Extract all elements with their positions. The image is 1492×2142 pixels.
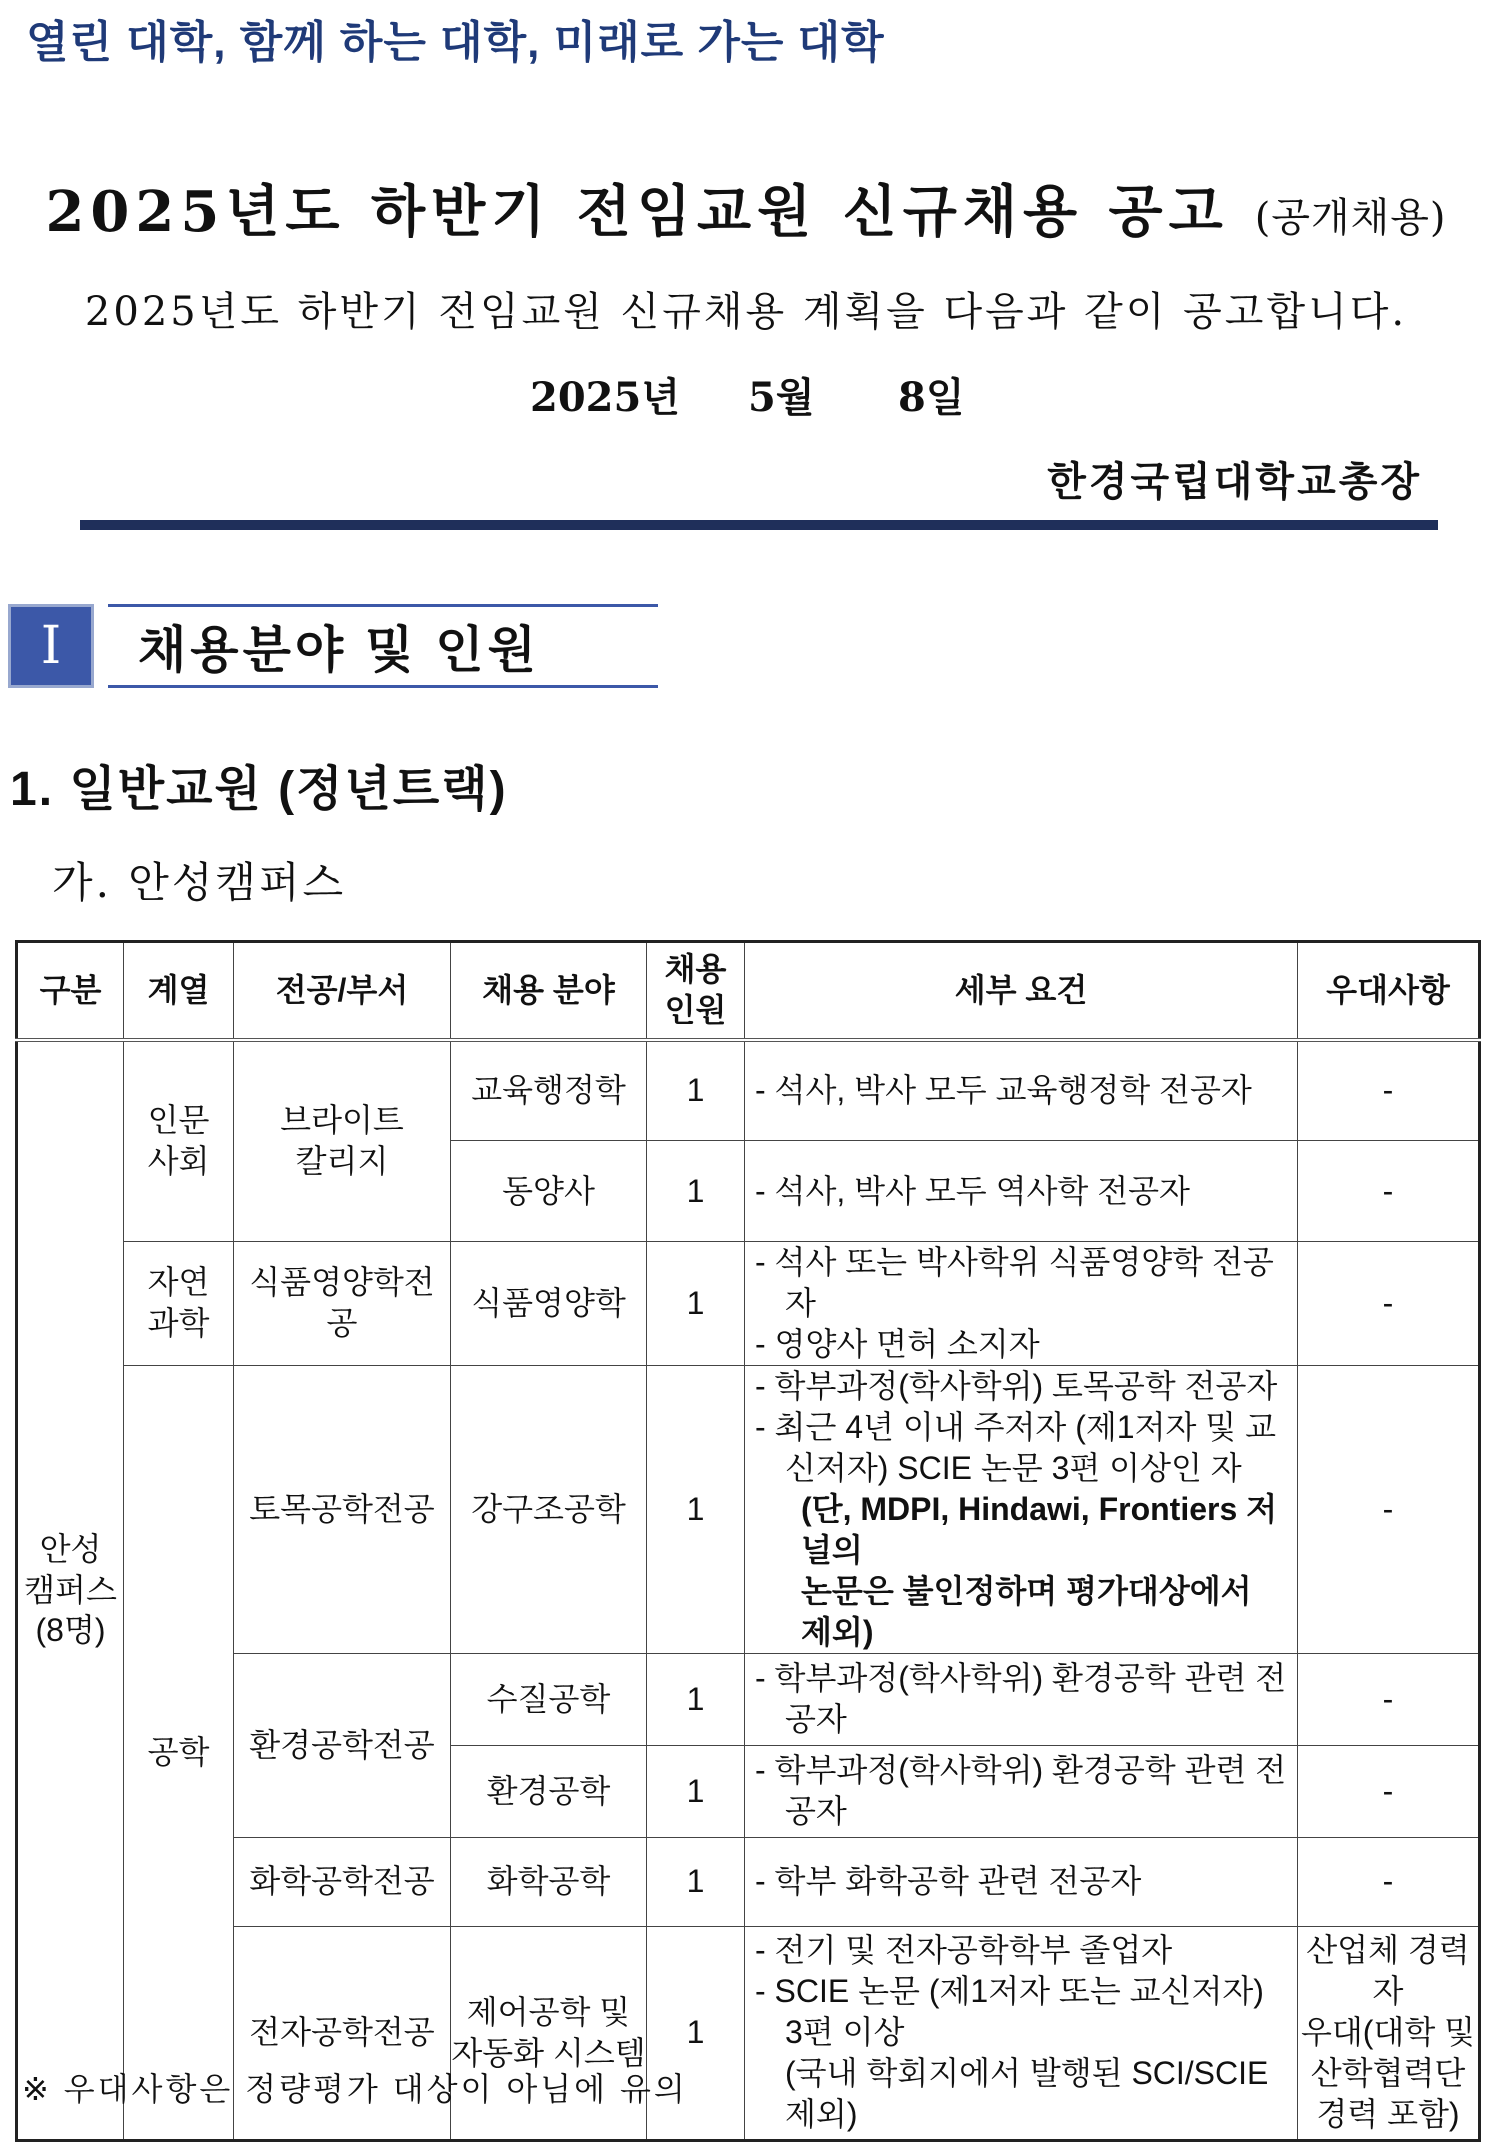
header-count: [647, 942, 745, 1040]
header-count-line1: 채용: [664, 951, 727, 988]
requirement-cell: [745, 1837, 1298, 1926]
preference-cell: -: [1298, 1040, 1480, 1141]
field-cell: 강구조공학: [451, 1365, 647, 1653]
count-cell: 1: [647, 1837, 745, 1926]
campus-line: 안성: [39, 1530, 102, 1567]
requirement-cell: [745, 1141, 1298, 1242]
title-main: 2025년도 하반기 전임교원 신규채용 공고: [45, 179, 1229, 245]
preference-cell: [1298, 1926, 1480, 2140]
header-major: 전공/부서: [234, 942, 451, 1040]
major-chem: 화학공학전공: [234, 1837, 451, 1926]
requirement-cell: [745, 1365, 1298, 1653]
table-row: [17, 1040, 1480, 1141]
preference-line: 산업체 경력자: [1306, 1932, 1470, 2010]
count-cell: 1: [647, 1745, 745, 1837]
count-cell: 1: [647, 1242, 745, 1366]
count-cell: 1: [647, 1141, 745, 1242]
count-cell: 1: [647, 1040, 745, 1141]
major-env: 환경공학전공: [234, 1653, 451, 1837]
field-cell: 화학공학: [451, 1837, 647, 1926]
field-cell: 환경공학: [451, 1745, 647, 1837]
count-cell: 1: [647, 1653, 745, 1745]
preference-cell: -: [1298, 1745, 1480, 1837]
header-count-line2: 인원: [664, 992, 727, 1029]
requirement-exclusion: (단, MDPI, Hindawi, Frontiers 저널의: [801, 1490, 1278, 1568]
requirement-line: - 영양사 면허 소지자: [755, 1325, 1040, 1362]
field-line: 자동화 시스템: [451, 2034, 646, 2071]
count-cell: 1: [647, 1926, 745, 2140]
preference-cell: -: [1298, 1141, 1480, 1242]
group-natural: [124, 1242, 234, 1366]
requirement-line: - 전기 및 전자공학학부 졸업자: [755, 1932, 1173, 1969]
date-day: 8일: [898, 374, 965, 421]
header-divider: [80, 520, 1438, 530]
campus-line: 캠퍼스: [24, 1571, 117, 1608]
campus-cell: [17, 1040, 124, 2141]
preference-line: 경력 포함): [1316, 2095, 1460, 2132]
campus-line: (8명): [35, 1612, 106, 1649]
requirement-line: - 학부과정(학사학위) 토목공학 전공자: [755, 1367, 1278, 1404]
date-month: 5월: [748, 374, 815, 421]
requirement-line: - SCIE 논문 (제1저자 또는 교신저자) 3편 이상: [755, 1973, 1264, 2051]
requirement-line: - 학부과정(학사학위) 환경공학 관련 전공자: [755, 1660, 1287, 1738]
header-gubun: 구분: [17, 942, 124, 1040]
group-engineering: 공학: [124, 1365, 234, 2140]
requirement-line: - 최근 4년 이내 주저자 (제1저자 및 교신저자) SCIE 논문 3편 이상인 자: [755, 1408, 1276, 1486]
group-line: 자연: [147, 1264, 210, 1301]
recruitment-table: [15, 940, 1481, 2142]
header-gyeyeol: 계열: [124, 942, 234, 1040]
preference-cell: -: [1298, 1242, 1480, 1366]
group-line: 인문: [147, 1102, 210, 1139]
subsection-heading: 1. 일반교원 (정년트랙): [10, 763, 508, 816]
section-title: 채용분야 및 인원: [108, 604, 658, 688]
table-row: [17, 1242, 1480, 1366]
group-humanities: [124, 1040, 234, 1242]
slogan: 열린 대학, 함께 하는 대학, 미래로 가는 대학: [26, 18, 885, 67]
requirement-cell: [745, 1745, 1298, 1837]
group-line: 과학: [147, 1305, 210, 1342]
major-bright-college: [234, 1040, 451, 1242]
table-row: [17, 1653, 1480, 1745]
announcement-subtitle: 2025년도 하반기 전임교원 신규채용 계획을 다음과 같이 공고합니다.: [84, 289, 1408, 335]
requirement-line: - 석사, 박사 모두 교육행정학 전공자: [755, 1072, 1252, 1109]
major-line: 칼리지: [295, 1143, 389, 1180]
requirement-note: (국내 학회지에서 발행된 SCI/SCIE 제외): [785, 2055, 1269, 2132]
requirement-cell: [745, 1653, 1298, 1745]
requirement-line: - 석사 또는 박사학위 식품영양학 전공자: [755, 1244, 1274, 1321]
preference-line: 우대(대학 및: [1300, 2014, 1476, 2051]
requirement-cell: [745, 1242, 1298, 1366]
section-number: I: [8, 604, 94, 688]
preference-cell: -: [1298, 1365, 1480, 1653]
count-cell: 1: [647, 1365, 745, 1653]
header-pref: 우대사항: [1298, 942, 1480, 1040]
announcement-title: [0, 168, 1492, 248]
major-civil: 토목공학전공: [234, 1365, 451, 1653]
header-field: 채용 분야: [451, 942, 647, 1040]
preference-cell: -: [1298, 1837, 1480, 1926]
table-row: [17, 1365, 1480, 1653]
major-food: 식품영양학전공: [234, 1242, 451, 1366]
major-line: 브라이트: [280, 1102, 404, 1139]
field-cell: 수질공학: [451, 1653, 647, 1745]
preference-cell: -: [1298, 1653, 1480, 1745]
group-line: 사회: [147, 1143, 210, 1180]
field-cell: 교육행정학: [451, 1040, 647, 1141]
footnote: ※ 우대사항은 정량평가 대상이 아님에 유의: [22, 2071, 688, 2107]
field-cell: 식품영양학: [451, 1242, 647, 1366]
requirement-line: - 학부 화학공학 관련 전공자: [755, 1863, 1142, 1900]
date-year: 2025년: [530, 374, 680, 421]
major-elec: 전자공학전공: [234, 1926, 451, 2140]
field-cell: 동양사: [451, 1141, 647, 1242]
issuer: 한경국립대학교총장: [1047, 458, 1422, 505]
requirement-exclusion: 논문은 불인정하며 평가대상에서 제외): [801, 1572, 1252, 1650]
field-line: 제어공학 및: [466, 1993, 631, 2030]
requirement-cell: [745, 1926, 1298, 2140]
header-req: 세부 요건: [745, 942, 1298, 1040]
requirement-line: - 학부과정(학사학위) 환경공학 관련 전공자: [755, 1752, 1287, 1830]
campus-heading: 가. 안성캠퍼스: [52, 858, 347, 907]
requirement-line: - 석사, 박사 모두 역사학 전공자: [755, 1172, 1190, 1209]
table-row: [17, 1837, 1480, 1926]
preference-line: 산학협력단: [1310, 2055, 1466, 2091]
requirement-cell: [745, 1040, 1298, 1141]
table-header-row: [17, 942, 1480, 1040]
title-sub: (공개채용): [1254, 195, 1447, 241]
